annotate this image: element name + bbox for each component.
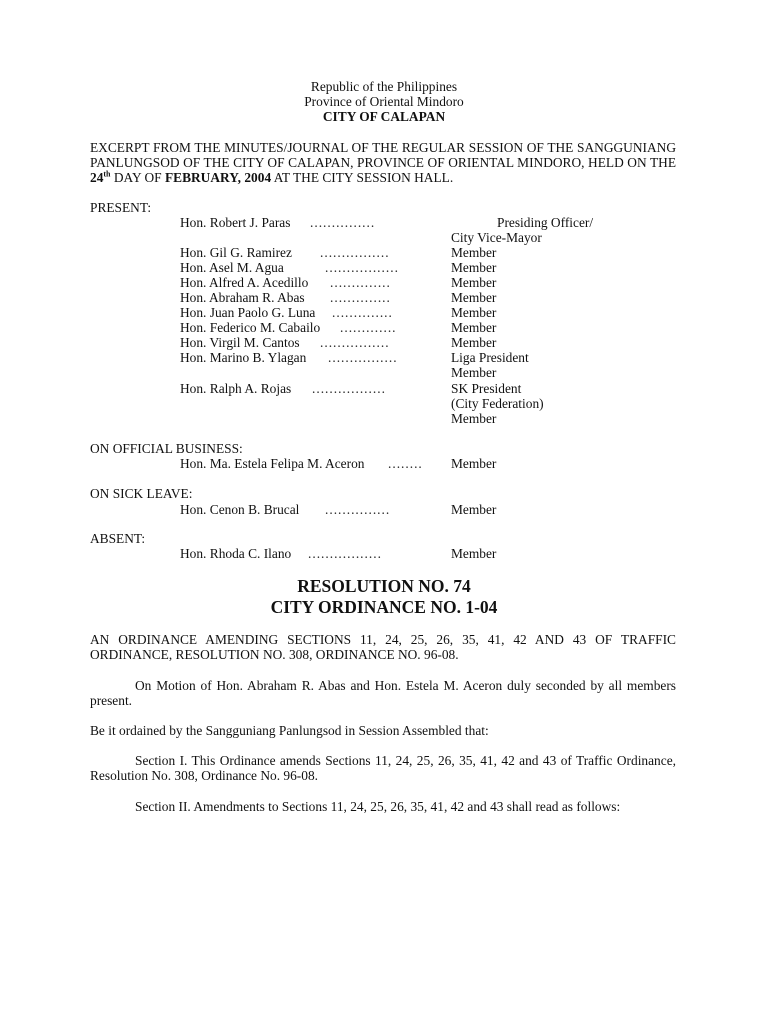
member-name: Hon. Robert J. Paras bbox=[180, 215, 291, 230]
member-role: Liga President bbox=[451, 350, 529, 365]
resolution-title: RESOLUTION NO. 74 bbox=[297, 576, 471, 596]
excerpt-text-c: AT THE CITY SESSION HALL. bbox=[271, 170, 454, 185]
absent-label: ABSENT: bbox=[90, 531, 146, 546]
member-name: Hon. Alfred A. Acedillo bbox=[180, 275, 309, 290]
member-row bbox=[180, 456, 423, 471]
member-name: Hon. Federico M. Cabailo bbox=[180, 320, 321, 335]
leader-dots: .............. bbox=[330, 275, 391, 290]
leader-dots: .............. bbox=[332, 305, 393, 320]
leader-dots: ................ bbox=[320, 245, 390, 260]
member-row bbox=[180, 215, 375, 230]
member-role: Member bbox=[451, 365, 497, 380]
section-one-paragraph: Section I. This Ordinance amends Sections 11, 24, 25, 26, 35, 41, 42 and 43 of Traffic Ordinance, Resolution No. 308, Ordinance No. 96-08. bbox=[90, 753, 676, 783]
member-role: Member bbox=[451, 290, 497, 305]
member-row bbox=[180, 320, 397, 335]
excerpt-day: 24 bbox=[90, 170, 104, 185]
present-label: PRESENT: bbox=[90, 200, 152, 215]
member-name: Hon. Marino B. Ylagan bbox=[180, 350, 307, 365]
member-row bbox=[180, 381, 386, 396]
leader-dots: ................ bbox=[328, 350, 398, 365]
member-role: Member bbox=[451, 260, 497, 275]
member-name: Hon. Ma. Estela Felipa M. Aceron bbox=[180, 456, 365, 471]
member-row bbox=[180, 260, 399, 275]
leader-dots: ............... bbox=[325, 502, 391, 517]
member-row bbox=[180, 305, 393, 320]
leader-dots: ............... bbox=[310, 215, 376, 230]
member-role: Member bbox=[451, 546, 497, 561]
republic-line: Republic of the Philippines bbox=[310, 79, 458, 94]
member-name: Hon. Rhoda C. Ilano bbox=[180, 546, 292, 561]
member-role: Member bbox=[451, 275, 497, 290]
member-role: Member bbox=[451, 411, 497, 426]
leader-dots: ........ bbox=[388, 456, 423, 471]
letterhead bbox=[0, 80, 768, 124]
member-row bbox=[180, 335, 390, 350]
city-line: CITY OF CALAPAN bbox=[322, 108, 446, 124]
member-role: Member bbox=[451, 456, 497, 471]
ordained-paragraph: Be it ordained by the Sangguniang Panlungsod in Session Assembled that: bbox=[90, 723, 489, 738]
member-role: Member bbox=[451, 335, 497, 350]
member-role: Member bbox=[451, 305, 497, 320]
member-row bbox=[180, 546, 382, 561]
leader-dots: ................. bbox=[325, 260, 399, 275]
leader-dots: ................ bbox=[320, 335, 390, 350]
ordinance-title: CITY ORDINANCE NO. 1-04 bbox=[270, 597, 498, 617]
leader-dots: ............. bbox=[340, 320, 397, 335]
leader-dots: ................. bbox=[308, 546, 382, 561]
member-name: Hon. Juan Paolo G. Luna bbox=[180, 305, 316, 320]
motion-paragraph: On Motion of Hon. Abraham R. Abas and Hon. Estela M. Aceron duly seconded by all members present. bbox=[90, 678, 676, 708]
leader-dots: ................. bbox=[312, 381, 386, 396]
member-row bbox=[180, 502, 390, 517]
excerpt-text-b: DAY OF bbox=[110, 170, 165, 185]
member-row bbox=[180, 275, 391, 290]
member-row bbox=[180, 350, 398, 365]
member-role: Member bbox=[451, 245, 497, 260]
member-role: City Vice-Mayor bbox=[451, 230, 542, 245]
member-name: Hon. Abraham R. Abas bbox=[180, 290, 305, 305]
province-line: Province of Oriental Mindoro bbox=[304, 93, 464, 109]
member-role: Member bbox=[451, 502, 497, 517]
member-role: Member bbox=[451, 320, 497, 335]
member-name: Hon. Cenon B. Brucal bbox=[180, 502, 300, 517]
excerpt-text-a: EXCERPT FROM THE MINUTES/JOURNAL OF THE REGULAR SESSION OF THE SANGGUNIANG PANLUNGSOD OF THE CITY OF CALAPAN, PROVINCE OF ORIENTAL MINDORO, HELD ON THE bbox=[90, 140, 676, 170]
sick-leave-label: ON SICK LEAVE: bbox=[90, 486, 193, 501]
member-role: SK President bbox=[451, 381, 522, 396]
member-role: Presiding Officer/ bbox=[497, 215, 594, 230]
member-row bbox=[180, 245, 390, 260]
leader-dots: .............. bbox=[330, 290, 391, 305]
member-name: Hon. Asel M. Agua bbox=[180, 260, 284, 275]
member-name: Hon. Virgil M. Cantos bbox=[180, 335, 300, 350]
ordinance-description: AN ORDINANCE AMENDING SECTIONS 11, 24, 25, 26, 35, 41, 42 AND 43 OF TRAFFIC ORDINANCE, RESOLUTION NO. 308, ORDINANCE NO. 96-08. bbox=[90, 632, 676, 662]
official-business-label: ON OFFICIAL BUSINESS: bbox=[90, 441, 243, 456]
excerpt-date: FEBRUARY, 2004 bbox=[164, 170, 272, 185]
excerpt-day-suffix: th bbox=[103, 169, 111, 179]
member-row bbox=[180, 290, 391, 305]
member-role: (City Federation) bbox=[451, 396, 544, 411]
section-two-paragraph: Section II. Amendments to Sections 11, 24, 25, 26, 35, 41, 42 and 43 shall read as follows: bbox=[135, 799, 621, 814]
member-name: Hon. Ralph A. Rojas bbox=[180, 381, 292, 396]
excerpt-paragraph bbox=[90, 140, 676, 185]
member-name: Hon. Gil G. Ramirez bbox=[180, 245, 292, 260]
